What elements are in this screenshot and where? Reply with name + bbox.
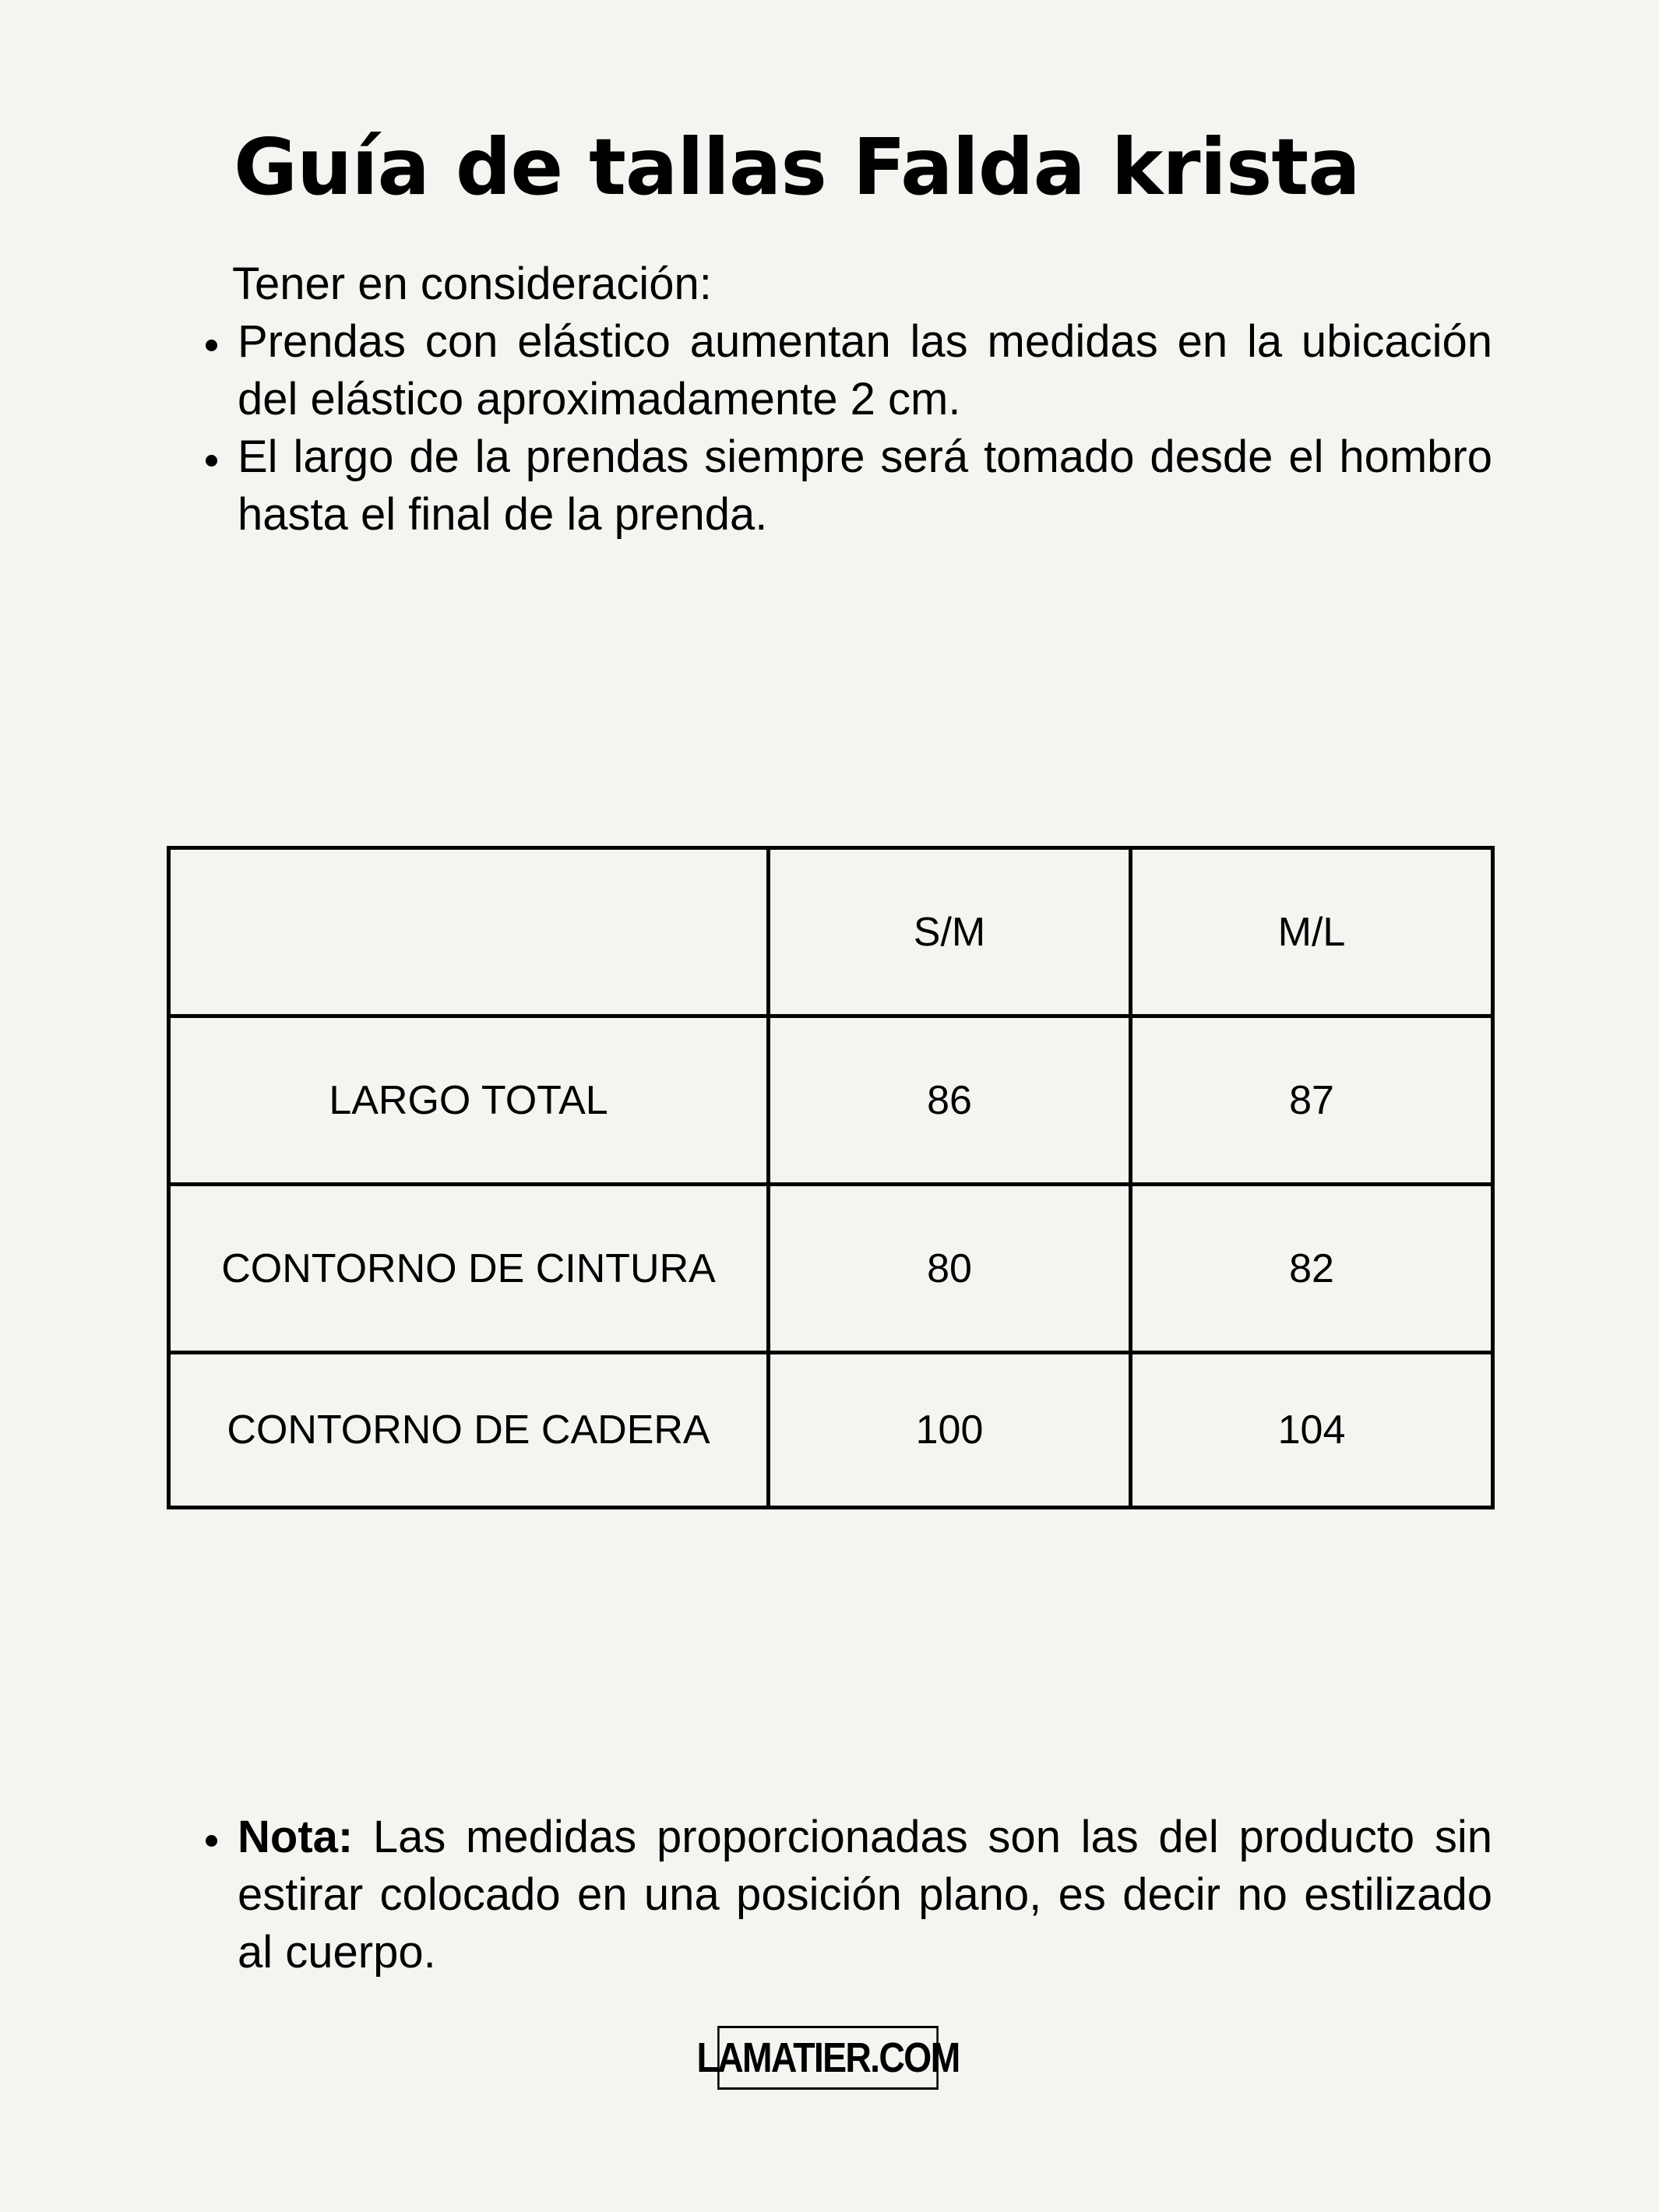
note-list xyxy=(201,1809,1492,1981)
table-row xyxy=(169,1353,1493,1508)
column-header-ml: M/L xyxy=(1131,848,1493,1016)
intro-text: Tener en consideración: xyxy=(232,259,712,309)
table-row xyxy=(169,1185,1493,1353)
considerations-list xyxy=(201,313,1492,544)
column-header-sm: S/M xyxy=(769,848,1131,1016)
size-table xyxy=(167,846,1495,1509)
table-row xyxy=(169,1016,1493,1185)
table-header-row xyxy=(169,848,1493,1016)
brand-logo: LAMATIER.COM xyxy=(717,2026,939,2090)
row-label: LARGO TOTAL xyxy=(169,1016,769,1185)
list-item: Prendas con elástico aumentan las medidas en la ubicación del elástico aproximadamente 2 cm. xyxy=(201,313,1492,428)
table-cell: 87 xyxy=(1131,1016,1493,1185)
note-text: Las medidas proporcionadas son las del producto sin estirar colocado en una posición plano, es decir no estilizado al cuerpo. xyxy=(238,1812,1492,1978)
table-cell: 82 xyxy=(1131,1185,1493,1353)
row-label: CONTORNO DE CADERA xyxy=(169,1353,769,1508)
table-corner-cell xyxy=(169,848,769,1016)
table-cell: 80 xyxy=(769,1185,1131,1353)
page-title: Guía de tallas Falda krista xyxy=(234,122,1360,213)
table-cell: 86 xyxy=(769,1016,1131,1185)
row-label: CONTORNO DE CINTURA xyxy=(169,1185,769,1353)
note-label: Nota: xyxy=(238,1812,354,1862)
note-item xyxy=(201,1809,1492,1981)
list-item: El largo de la prendas siempre será tomado desde el hombro hasta el final de la prenda. xyxy=(201,428,1492,544)
table-cell: 100 xyxy=(769,1353,1131,1508)
table-cell: 104 xyxy=(1131,1353,1493,1508)
